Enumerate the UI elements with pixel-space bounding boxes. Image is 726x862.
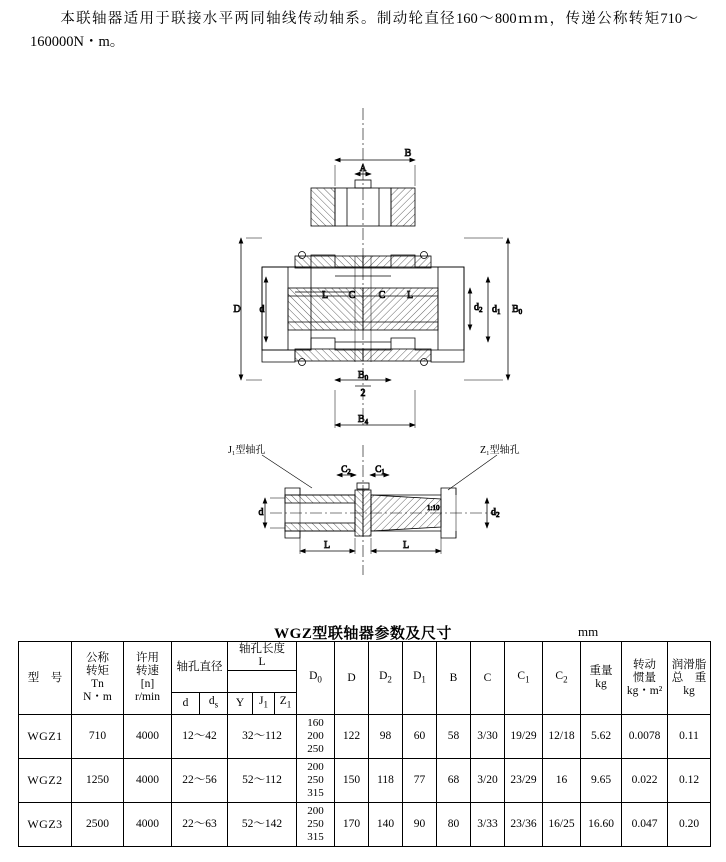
cell-bore-len: 32～112 — [228, 715, 297, 759]
cell-inertia: 0.047 — [622, 803, 668, 847]
header-grease: 润滑脂 总 重 kg — [668, 642, 711, 715]
cell-torque: 1250 — [72, 759, 124, 803]
parameter-table — [18, 641, 711, 847]
cell-bore-dia: 22～63 — [172, 803, 228, 847]
cell-weight: 5.62 — [581, 715, 622, 759]
cell-weight: 16.60 — [581, 803, 622, 847]
cell-torque: 2500 — [72, 803, 124, 847]
svg-text:1:10: 1:10 — [427, 504, 440, 512]
svg-text:d2: $d_2$ — [491, 507, 500, 519]
header-b: B — [437, 642, 471, 715]
svg-text:d: d — [259, 304, 265, 315]
header-y-sym: Y — [228, 693, 253, 715]
svg-text:C: C — [378, 290, 386, 301]
cell-grease: 0.11 — [668, 715, 711, 759]
cell-grease: 0.20 — [668, 803, 711, 847]
header-model: 型 号 — [19, 642, 72, 715]
cell-d1: 77 — [403, 759, 437, 803]
svg-text:L: L — [406, 290, 414, 301]
cell-grease: 0.12 — [668, 759, 711, 803]
cell-b: 68 — [437, 759, 471, 803]
cell-c2: 16/25 — [543, 803, 581, 847]
j1-bore-label: J₁型轴孔 — [228, 445, 266, 456]
cell-c1: 19/29 — [505, 715, 543, 759]
intro-text: 本联轴器适用于联接水平两同轴线传动轴系。制动轮直径160～800ｍｍ，传递公称转矩710～160000N・m。 — [30, 11, 698, 50]
header-bore-len: 轴孔长度 L — [228, 642, 297, 671]
svg-text:B0: $B_0$ — [357, 370, 369, 382]
table-row — [19, 715, 711, 759]
cell-c1: 23/36 — [505, 803, 543, 847]
cell-bore-len: 52～112 — [228, 759, 297, 803]
table-row — [19, 759, 711, 803]
header-z1-sym: $Z_1$ — [275, 693, 297, 715]
cell-d: 170 — [335, 803, 369, 847]
svg-text:C2: $C_2$ — [341, 464, 351, 476]
header-weight: 重量 kg — [581, 642, 622, 715]
header-speed: 许用 转速 [n] r/min — [124, 642, 172, 715]
table-header-row-1 — [19, 642, 711, 671]
svg-text:L: L — [321, 290, 329, 301]
svg-text:B4: $B_4$ — [357, 414, 369, 426]
table-row — [19, 803, 711, 847]
svg-text:C1: $C_1$ — [375, 464, 385, 476]
svg-text:L: L — [402, 540, 410, 551]
header-c2: $C_2$ — [543, 642, 581, 715]
header-d: D — [335, 642, 369, 715]
header-bore-len-blank — [228, 671, 297, 693]
cell-torque: 710 — [72, 715, 124, 759]
table-caption: WGZ型联轴器参数及尺寸 — [274, 626, 452, 642]
header-d0: $D_0$ — [297, 642, 335, 715]
cell-d: 150 — [335, 759, 369, 803]
cell-d0: 160 200 250 — [297, 715, 335, 759]
cell-d0: 200 250 315 — [297, 759, 335, 803]
cell-b: 58 — [437, 715, 471, 759]
z1-bore-label: Z₁型轴孔 — [480, 445, 520, 456]
svg-text:C: C — [348, 290, 356, 301]
technical-drawing — [0, 70, 726, 615]
header-ds-sym: $d_s$ — [200, 693, 228, 715]
cell-speed: 4000 — [124, 715, 172, 759]
header-j1-sym: $J_1$ — [253, 693, 275, 715]
cell-model: WGZ3 — [19, 803, 72, 847]
cell-bore-dia: 22～56 — [172, 759, 228, 803]
cell-c: 3/33 — [471, 803, 505, 847]
cell-c2: 16 — [543, 759, 581, 803]
cell-d2: 140 — [369, 803, 403, 847]
header-c1: $C_1$ — [505, 642, 543, 715]
cell-inertia: 0.022 — [622, 759, 668, 803]
cell-speed: 4000 — [124, 759, 172, 803]
cell-d1: 90 — [403, 803, 437, 847]
table-body — [19, 715, 711, 847]
header-bore-dia: 轴孔直径 — [172, 642, 228, 693]
svg-text:B0: $B_0$ — [512, 304, 523, 316]
cell-d2: 118 — [369, 759, 403, 803]
cell-c: 3/30 — [471, 715, 505, 759]
parameter-table-wrapper — [18, 641, 710, 847]
cell-model: WGZ1 — [19, 715, 72, 759]
svg-text:L: L — [323, 540, 331, 551]
svg-text:B: B — [404, 148, 412, 159]
header-torque: 公称 转矩 Tn N・m — [72, 642, 124, 715]
header-inertia: 转动 惯量 kg・m² — [622, 642, 668, 715]
cell-d0: 200 250 315 — [297, 803, 335, 847]
cell-inertia: 0.0078 — [622, 715, 668, 759]
cell-b: 80 — [437, 803, 471, 847]
cell-speed: 4000 — [124, 803, 172, 847]
cell-weight: 9.65 — [581, 759, 622, 803]
header-d2: $D_2$ — [369, 642, 403, 715]
cell-c2: 12/18 — [543, 715, 581, 759]
svg-text:A: A — [359, 163, 367, 173]
svg-text:d: d — [258, 507, 264, 518]
svg-text:d2: $d_2$ — [474, 302, 483, 314]
svg-text:d1: $d_1$ — [492, 304, 501, 316]
cell-bore-dia: 12～42 — [172, 715, 228, 759]
intro-paragraph — [30, 8, 698, 54]
cell-d2: 98 — [369, 715, 403, 759]
cell-d1: 60 — [403, 715, 437, 759]
cell-model: WGZ2 — [19, 759, 72, 803]
table-unit: mm — [578, 624, 599, 639]
cell-c1: 23/29 — [505, 759, 543, 803]
header-d-sym: d — [172, 693, 200, 715]
cell-bore-len: 52～142 — [228, 803, 297, 847]
header-c: C — [471, 642, 505, 715]
cell-d: 122 — [335, 715, 369, 759]
header-d1: $D_1$ — [403, 642, 437, 715]
svg-text:2: 2 — [360, 388, 366, 399]
svg-text:D: D — [233, 304, 241, 315]
cell-c: 3/20 — [471, 759, 505, 803]
